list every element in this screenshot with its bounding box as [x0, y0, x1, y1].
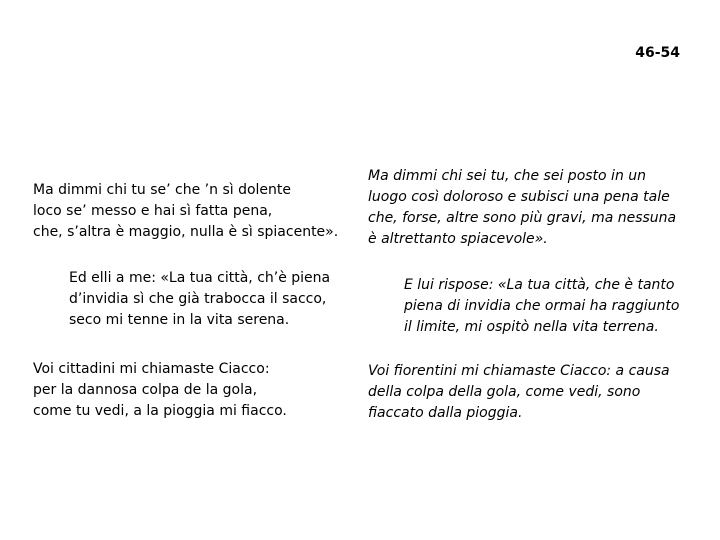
verse-line: Ed elli a me: «La tua città, ch’è piena: [69, 270, 331, 286]
translation-line: Ma dimmi chi sei tu, che sei posto in un: [368, 168, 647, 184]
translation-line: che, forse, altre sono più gravi, ma nessuna: [368, 210, 677, 226]
slide-number: 46-54: [635, 45, 680, 61]
translation-line: piena di invidia che ormai ha raggiunto: [404, 298, 680, 314]
translation-line: della colpa della gola, come vedi, sono: [368, 384, 641, 400]
verse-line: che, s’altra è maggio, nulla è sì spiacente».: [33, 224, 339, 240]
translation-line: Voi fiorentini mi chiamaste Ciacco: a causa: [368, 363, 670, 379]
verse-line: d’invidia sì che già trabocca il sacco,: [69, 291, 327, 307]
stanza-2-translation: [404, 275, 679, 338]
translation-line: è altrettanto spiacevole».: [368, 231, 548, 247]
stanza-3-translation: [368, 361, 670, 424]
stanza-1-original: [33, 180, 338, 243]
stanza-1-translation: [368, 166, 676, 250]
translation-line: E lui rispose: «La tua città, che è tanto: [404, 277, 675, 293]
verse-line: Voi cittadini mi chiamaste Ciacco:: [33, 361, 270, 377]
verse-line: per la dannosa colpa de la gola,: [33, 382, 258, 398]
verse-line: seco mi tenne in la vita serena.: [69, 312, 290, 328]
stanza-2-original: [69, 268, 330, 331]
verse-line: loco se’ messo e hai sì fatta pena,: [33, 203, 273, 219]
verse-line: Ma dimmi chi tu se’ che ’n sì dolente: [33, 182, 292, 198]
translation-line: luogo così doloroso e subisci una pena tale: [368, 189, 670, 205]
stanza-3-original: [33, 359, 287, 422]
translation-line: fiaccato dalla pioggia.: [368, 405, 523, 421]
translation-line: il limite, mi ospitò nella vita terrena.: [404, 319, 659, 335]
verse-line: come tu vedi, a la pioggia mi fiacco.: [33, 403, 287, 419]
